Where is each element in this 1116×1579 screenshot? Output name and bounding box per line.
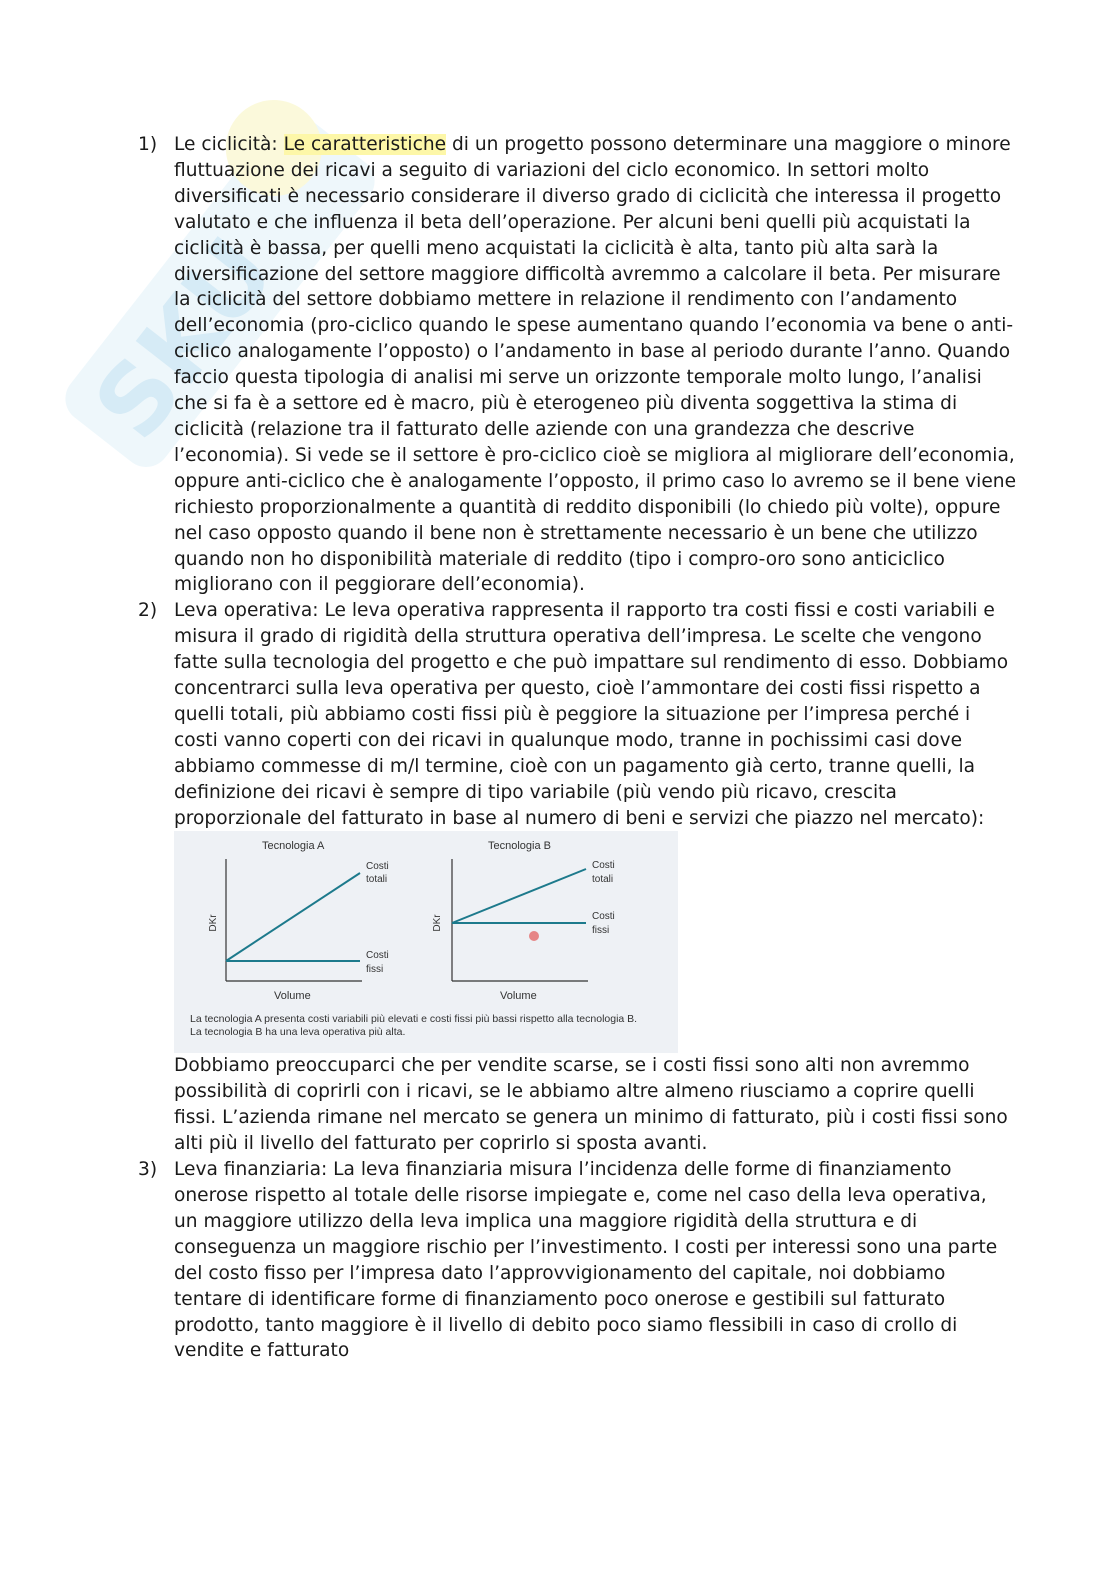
section-paragraph: Leva operativa: Le leva operativa rappresenta il rapporto tra costi fissi e costi variabili e misura il grado di rigidità della struttura operativa dell’impresa. Le scelte che vengono fatte sulla tecnologia del progetto e che può impattare sul rendimento di esso. Dobbiamo concentrarci sulla leva operativa per questo, cioè l’ammontare dei costi fissi rispetto a quelli totali, più abbiamo costi fissi più è peggiore la situazione per l’impresa perché i costi vanno coperti con dei ricavi in qualunque modo, tranne in pochissimi casi dove abbiamo commesse di m/l termine, cioè con un pagamento già certo, tranne quelli, la definizione dei ricavi è sempre di tipo variabile (più vendo più ricavo, crescita proporzionale del fatturato in base al numero di beni e servizi che piazzo nel mercato): — [174, 600, 1009, 829]
panel-b-total-label-2: totali — [592, 874, 614, 886]
panel-a-total-label-2: totali — [366, 874, 388, 886]
figure-operating-leverage — [174, 831, 678, 1053]
panel-a-xlabel: Volume — [274, 990, 311, 1003]
cursor-marker-icon — [529, 931, 539, 941]
highlighted-text: Le caratteristiche — [283, 134, 447, 155]
section-text-start: Le ciclicità: — [174, 134, 284, 155]
figure-caption — [190, 1013, 676, 1039]
section-text-rest: di un progetto possono determinare una maggiore o minore fluttuazione dei ricavi a seguito di variazioni del ciclo economico. In settori molto diversificati è necessario considerare il diverso grado di ciclicità che interessa il progetto valutato e che influenza il beta dell’operazione. Per alcuni beni quelli più acquistati la ciclicità è bassa, per quelli meno acquistati la ciclicità è alta, tanto più alta sarà la diversificazione del settore maggiore difficoltà avremmo a calcolare il beta. Per misurare la ciclicità del settore dobbiamo mettere in relazione il rendimento con l’andamento dell’economia (pro-ciclico quando le spese aumentano quando l’economia va bene o anti-ciclico analogamente l’opposto) o l’andamento in base al periodo durante l’anno. Quando faccio questa tipologia di analisi mi serve un orizzonte temporale molto lungo, l’analisi che si fa è a settore ed è macro, più è eterogeneo più diventa soggettiva la stima di ciclicità (relazione tra il fatturato delle aziende con una grandezza che descrive l’economia). Si vede se il settore è pro-ciclico cioè se migliora al migliorare dell’economia, oppure anti-ciclico che è analogamente l’opposto, il primo caso lo avremo se il bene viene richiesto proporzionalmente a quantità di reddito disponibili (lo chiedo più volte), oppure nel caso opposto quando il bene non è strettamente necessario è un bene che utilizzo quando non ho disponibilità materiale di reddito (tipo i compro-oro sono anticiclico migliorano con il peggiorare dell’economia). — [174, 134, 1017, 596]
section-item-leva-operativa — [138, 598, 1016, 1157]
panel-b-title: Tecnologia B — [488, 840, 551, 853]
panel-b-total-costs-line — [452, 869, 586, 923]
section-list — [138, 132, 1016, 1364]
section-paragraph: Leva finanziaria: La leva finanziaria misura l’incidenza delle forme di finanziamento onerose rispetto al totale delle risorse impiegate e, come nel caso della leva operativa, un maggiore utilizzo della leva implica una maggiore rigidità della struttura e di conseguenza un maggiore rischio per l’investimento. I costi per interessi sono una parte del costo fisso per l’impresa dato l’approvvigionamento del capitale, noi dobbiamo tentare di identificare forme di finanziamento poco onerose e gestibili sul fatturato prodotto, tanto maggiore è il livello di debito poco siamo flessibili in caso di crollo di vendite e fatturato — [174, 1159, 998, 1362]
panel-a-fixed-label-1: Costi — [366, 950, 389, 962]
panel-b-fixed-label-2: fissi — [592, 925, 610, 937]
document-body — [138, 132, 1016, 1364]
section-item-ciclicita — [138, 132, 1016, 598]
section-number: 1) — [138, 134, 158, 155]
section-paragraph-after-figure: Dobbiamo preoccuparci che per vendite scarse, se i costi fissi sono alti non avremmo possibilità di coprirli con i ricavi, se le abbiamo altre almeno riusciamo a coprire quelli fissi. L’azienda rimane nel mercato se genera un minimo di fatturato, più i costi fissi sono alti più il livello del fatturato per coprirlo si sposta avanti. — [174, 1055, 1008, 1155]
panel-a-total-costs-line — [226, 873, 360, 961]
panel-b-total-label-1: Costi — [592, 860, 615, 872]
panel-a — [208, 840, 389, 1002]
panel-a-total-label-1: Costi — [366, 861, 389, 873]
figure-caption-line-2: La tecnologia B ha una leva operativa più alta. — [190, 1026, 406, 1039]
section-paragraph — [174, 132, 1016, 598]
panel-a-ylabel: DKr — [208, 914, 219, 933]
panel-b-ylabel: DKr — [432, 914, 443, 933]
panel-a-title: Tecnologia A — [262, 840, 325, 853]
panel-a-fixed-label-2: fissi — [366, 964, 384, 976]
panel-b-fixed-label-1: Costi — [592, 911, 615, 923]
watermark-text: SKU — [72, 217, 297, 460]
section-number: 2) — [138, 600, 158, 622]
figure-caption-line-1: La tecnologia A presenta costi variabili più elevati e costi fissi più bassi rispetto alla tecnologia B. — [190, 1013, 638, 1026]
section-item-leva-finanziaria — [138, 1157, 1016, 1364]
section-number: 3) — [138, 1159, 158, 1181]
panel-b-xlabel: Volume — [500, 990, 537, 1003]
panel-b — [432, 840, 615, 1002]
